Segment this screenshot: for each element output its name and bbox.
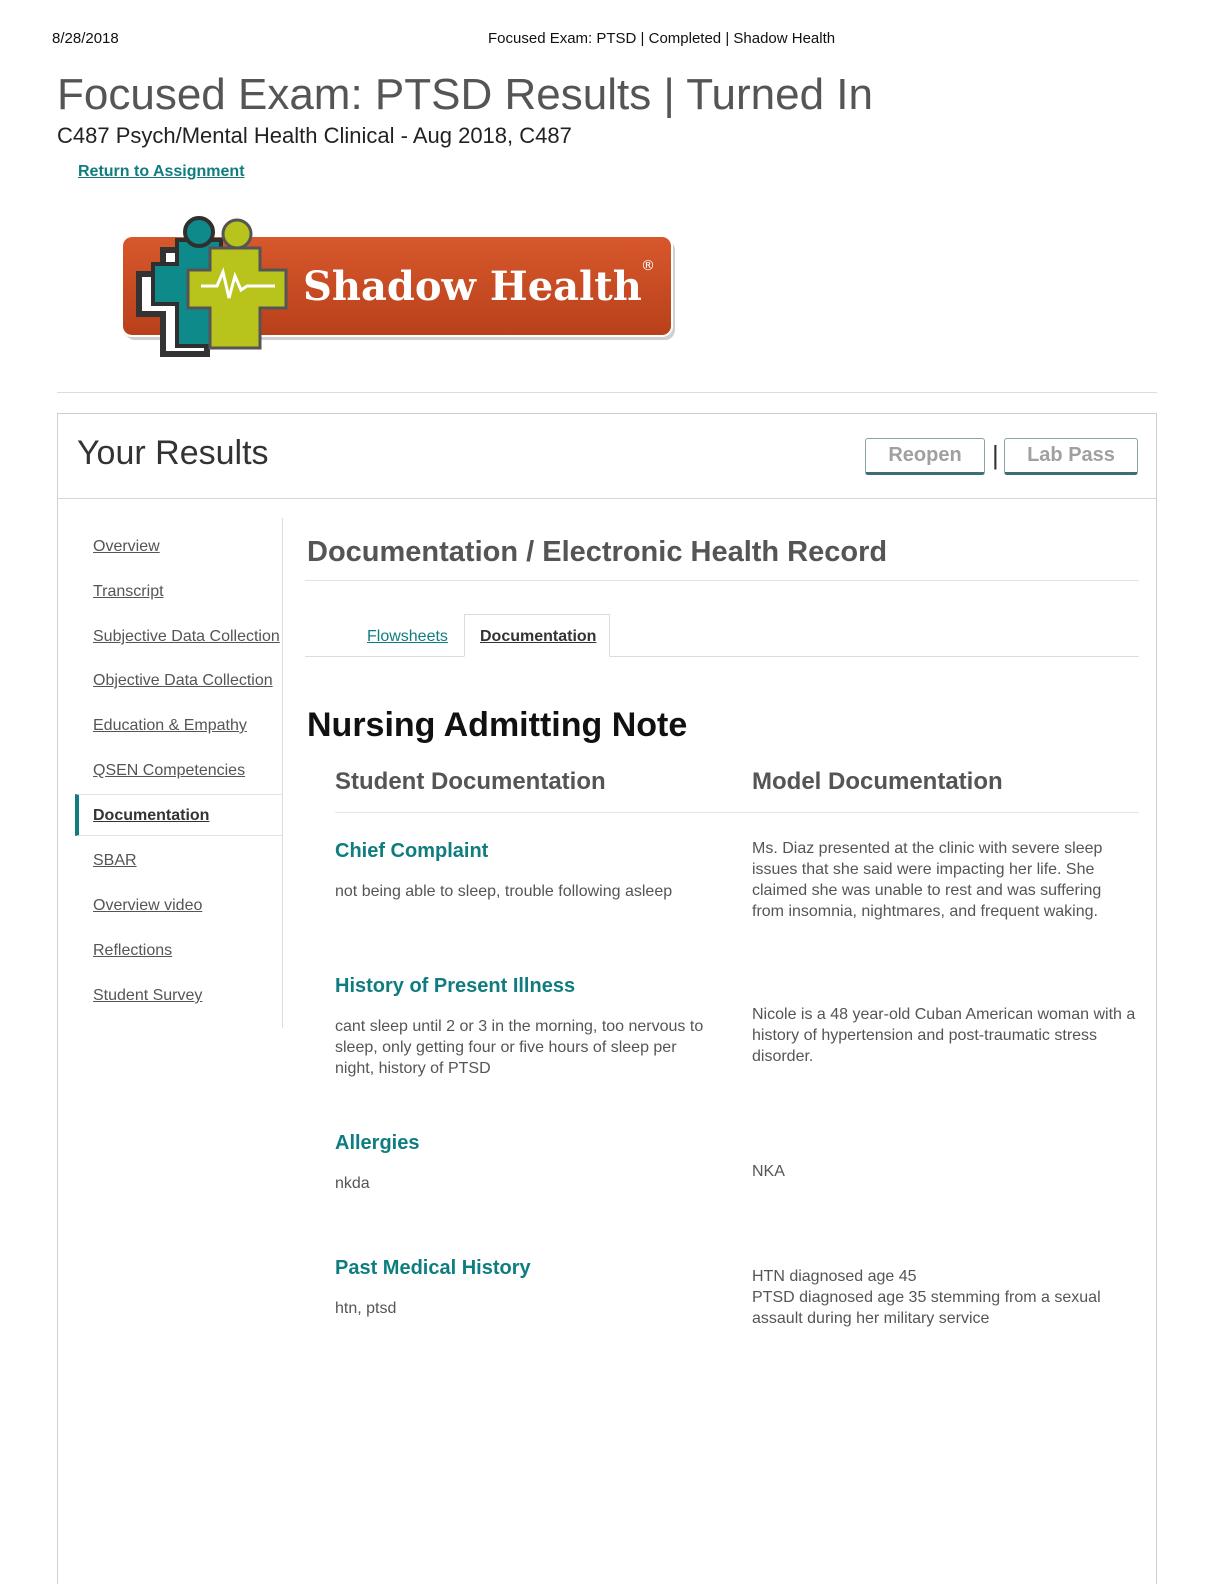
shadow-health-logo-graphic [115,210,685,365]
section-title: Documentation / Electronic Health Record [307,536,888,568]
model-past-medical-history [752,1266,1137,1329]
sidebar-item-reflections[interactable]: Reflections [93,942,173,959]
header-divider [57,392,1157,393]
tabs-divider [305,656,1139,657]
logo-registered-mark: ® [641,258,655,274]
note-title: Nursing Admitting Note [307,706,688,744]
tab-documentation[interactable]: Documentation [480,628,597,645]
student-chief-complaint: not being able to sleep, trouble following asleep [335,883,673,900]
columns-divider [335,812,1139,813]
results-title: Your Results [77,434,269,472]
results-panel [57,413,1157,1584]
return-to-assignment-link[interactable]: Return to Assignment [78,163,245,180]
sidebar-item-subjective-data-collection[interactable]: Subjective Data Collection [93,628,280,645]
student-history-of-present-illness: cant sleep until 2 or 3 in the morning, too nervous to sleep, only getting four or five hours of sleep per night, history of PTSD [335,1018,704,1077]
sidebar-item-overview-video[interactable]: Overview video [93,897,203,914]
page-title: Focused Exam: PTSD Results | Turned In [57,70,873,119]
sidebar-item-objective-data-collection[interactable]: Objective Data Collection [93,672,273,689]
button-separator: | [992,440,999,470]
logo-wordmark: Shadow Health [303,263,642,310]
entry-label-past-medical-history: Past Medical History [335,1257,531,1279]
reopen-button[interactable]: Reopen [865,438,985,475]
entry-label-allergies: Allergies [335,1132,420,1154]
model-chief-complaint: Ms. Diaz presented at the clinic with severe sleep issues that she said were impacting her life. She claimed she was unable to rest and was suffering from insomnia, nightmares, and frequent waking. [752,840,1103,920]
sidebar-item-overview[interactable]: Overview [93,538,160,555]
model-allergies: NKA [752,1163,785,1180]
sidebar-item-education-empathy[interactable]: Education & Empathy [93,717,247,734]
entry-label-history-of-present-illness: History of Present Illness [335,975,576,997]
student-past-medical-history: htn, ptsd [335,1300,397,1317]
course-subtitle: C487 Psych/Mental Health Clinical - Aug 2018, C487 [57,123,572,148]
model-documentation-heading: Model Documentation [752,768,1003,795]
tab-flowsheets[interactable]: Flowsheets [367,628,448,645]
sidebar-item-documentation[interactable]: Documentation [93,807,210,824]
sidebar-item-sbar[interactable]: SBAR [93,852,137,869]
results-sidebar [75,518,283,1028]
shadow-health-logo [115,210,685,365]
print-title: Focused Exam: PTSD | Completed | Shadow Health [488,30,836,47]
sidebar-item-transcript[interactable]: Transcript [93,583,164,600]
results-header [58,414,1156,499]
lab-pass-button[interactable]: Lab Pass [1004,438,1138,475]
print-header [52,30,1172,50]
model-past-medical-history-line: HTN diagnosed age 45 [752,1268,917,1285]
student-documentation-heading: Student Documentation [335,768,606,795]
model-past-medical-history-line: PTSD diagnosed age 35 stemming from a sexual assault during her military service [752,1289,1101,1327]
student-allergies: nkda [335,1175,370,1192]
sidebar-item-qsen-competencies[interactable]: QSEN Competencies [93,762,246,779]
entry-label-chief-complaint: Chief Complaint [335,840,489,862]
sidebar-item-student-survey[interactable]: Student Survey [93,987,203,1004]
print-date: 8/28/2018 [52,30,119,47]
section-divider [305,580,1139,581]
model-history-of-present-illness: Nicole is a 48 year-old Cuban American woman with a history of hypertension and post-traumatic stress disorder. [752,1006,1136,1065]
